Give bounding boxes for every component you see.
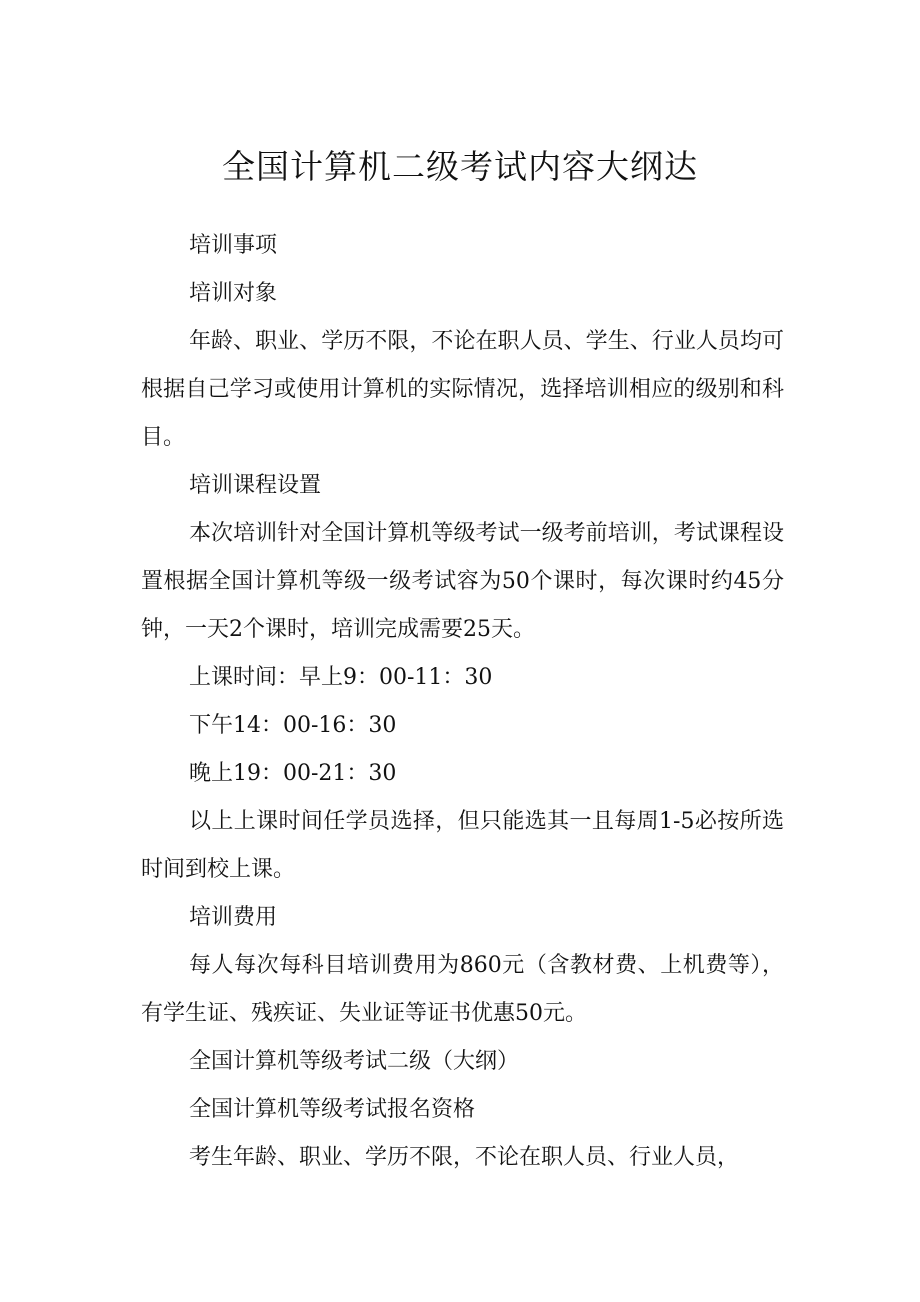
document-body <box>141 222 784 1182</box>
paragraph-fee-description: 每人每次每科目培训费用为860元（含教材费、上机费等），有学生证、残疾证、失业证等证书优惠50元。 <box>141 953 784 1026</box>
heading-registration-eligibility: 全国计算机等级考试报名资格 <box>189 1097 476 1122</box>
schedule-morning: 上课时间：早上9：00-11：30 <box>189 665 493 690</box>
paragraph-eligibility-description: 考生年龄、职业、学历不限，不论在职人员、行业人员， <box>189 1145 740 1170</box>
heading-training-items: 培训事项 <box>189 233 278 258</box>
heading-training-fee: 培训费用 <box>189 905 278 930</box>
paragraph-schedule-rule: 以上上课时间任学员选择，但只能选其一且每周1-5必按所选时间到校上课。 <box>141 809 784 882</box>
paragraph-audience-description: 年龄、职业、学历不限，不论在职人员、学生、行业人员均可根据自己学习或使用计算机的实际情况，选择培训相应的级别和科目。 <box>141 329 784 450</box>
heading-level-two-outline: 全国计算机等级考试二级（大纲） <box>189 1049 520 1074</box>
schedule-evening: 晚上19：00-21：30 <box>189 761 397 786</box>
page-title: 全国计算机二级考试内容大纲达 <box>222 147 698 186</box>
heading-course-setup: 培训课程设置 <box>189 473 322 498</box>
paragraph-course-description: 本次培训针对全国计算机等级考试一级考前培训，考试课程设置根据全国计算机等级一级考试容为50个课时，每次课时约45分钟，一天2个课时，培训完成需要25天。 <box>141 521 784 642</box>
heading-training-audience: 培训对象 <box>189 281 278 306</box>
schedule-afternoon: 下午14：00-16：30 <box>189 713 397 738</box>
